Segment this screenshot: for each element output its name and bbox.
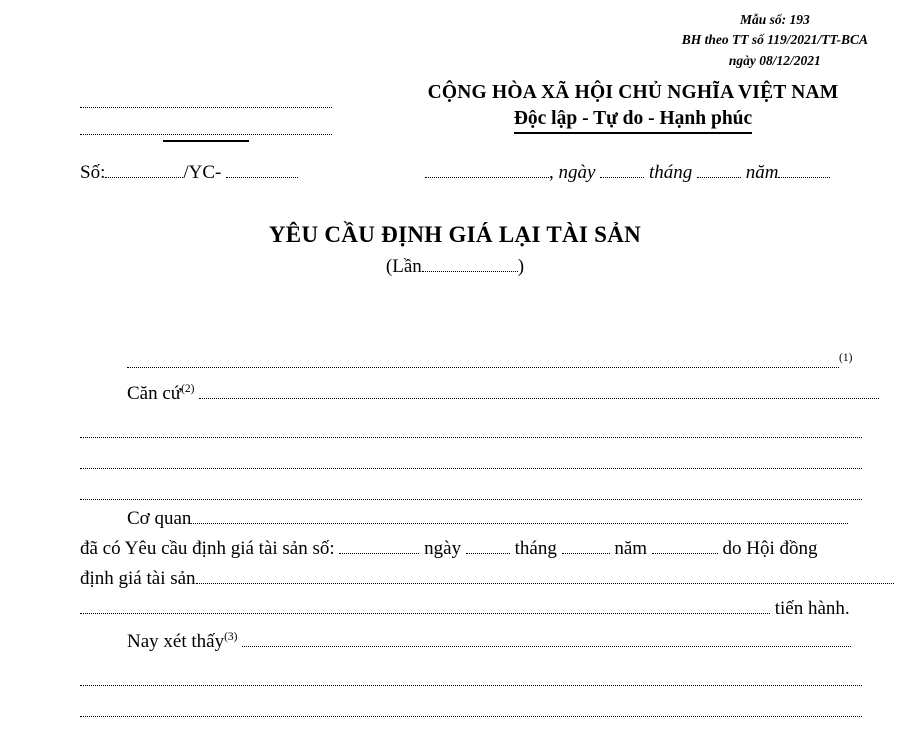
form-reference-line-2: BH theo TT số 119/2021/TT-BCA bbox=[681, 32, 868, 48]
date-line bbox=[425, 162, 830, 184]
occurrence-number-field[interactable] bbox=[422, 256, 518, 272]
document-number-label: Số: bbox=[80, 162, 106, 184]
can-cu-label: Căn cứ bbox=[127, 383, 182, 405]
date-comma: , bbox=[549, 162, 554, 184]
can-cu-field[interactable] bbox=[199, 383, 879, 399]
blank-line-4[interactable] bbox=[80, 685, 862, 686]
nay-xet-thay-field[interactable] bbox=[242, 631, 851, 647]
document-title: YÊU CẦU ĐỊNH GIÁ LẠI TÀI SẢN bbox=[268, 222, 642, 247]
request-month-field[interactable] bbox=[562, 538, 610, 554]
form-reference-line-1: Mẫu số: 193 bbox=[739, 12, 810, 27]
year-label: năm bbox=[745, 162, 779, 184]
country-name: CỘNG HÒA XÃ HỘI CHỦ NGHĨA VIỆT NAM bbox=[427, 82, 839, 103]
document-number-separator: /YC- bbox=[183, 162, 222, 184]
month-label: tháng bbox=[648, 162, 693, 184]
blank-line-5[interactable] bbox=[80, 716, 862, 717]
document-number-field[interactable] bbox=[105, 162, 183, 178]
national-heading bbox=[398, 82, 868, 134]
form-reference-block bbox=[682, 10, 868, 71]
document-number-suffix-field[interactable] bbox=[226, 162, 298, 178]
tien-hanh-label: tiến hành. bbox=[774, 598, 850, 620]
body-line-co-quan bbox=[127, 508, 848, 530]
request-year-field[interactable] bbox=[652, 538, 718, 554]
year-field[interactable] bbox=[778, 162, 830, 178]
body-line-nay-xet-thay bbox=[127, 631, 851, 653]
request-number-field[interactable] bbox=[339, 538, 419, 554]
footnote-marker-3: (3) bbox=[224, 630, 238, 643]
blank-line-2[interactable] bbox=[80, 468, 862, 469]
month-field[interactable] bbox=[697, 162, 741, 178]
body-line-tien-hanh bbox=[80, 598, 850, 620]
footnote-marker-2: (2) bbox=[181, 382, 195, 395]
body-line-da-co-yeu-cau bbox=[80, 538, 818, 560]
co-quan-label: Cơ quan bbox=[127, 508, 192, 530]
day-label: ngày bbox=[558, 162, 596, 184]
thang-label: tháng bbox=[514, 538, 557, 560]
document-subtitle bbox=[0, 256, 910, 278]
day-field[interactable] bbox=[600, 162, 644, 178]
national-motto: Độc lập - Tự do - Hạnh phúc bbox=[514, 108, 752, 134]
subtitle-close: ) bbox=[517, 256, 525, 278]
dinh-gia-tai-san-field[interactable] bbox=[196, 568, 894, 584]
blank-line-3[interactable] bbox=[80, 499, 862, 500]
form-reference-line-3: ngày 08/12/2021 bbox=[728, 52, 821, 68]
tien-hanh-field[interactable] bbox=[80, 598, 770, 614]
da-co-label: đã có Yêu cầu định giá tài sản số: bbox=[80, 538, 335, 560]
co-quan-field[interactable] bbox=[191, 508, 848, 524]
footnote-marker-1: (1) bbox=[839, 351, 853, 364]
place-field[interactable] bbox=[425, 162, 549, 178]
issuing-authority-line-1[interactable] bbox=[80, 88, 332, 108]
dinh-gia-tai-san-label: định giá tài sản bbox=[80, 568, 196, 590]
nam-label: năm bbox=[614, 538, 648, 560]
body-line-1-field[interactable] bbox=[127, 352, 839, 368]
blank-line-1[interactable] bbox=[80, 437, 862, 438]
ngay-label: ngày bbox=[424, 538, 462, 560]
do-hoi-dong-label: do Hội đồng bbox=[722, 538, 818, 560]
issuing-authority-block bbox=[80, 88, 332, 142]
body-line-can-cu bbox=[127, 383, 879, 405]
body-line-note-1 bbox=[127, 352, 852, 374]
issuing-authority-rule bbox=[163, 140, 249, 142]
document-number-line bbox=[80, 162, 298, 184]
body-line-dinh-gia-tai-san bbox=[80, 568, 894, 590]
nay-xet-thay-label: Nay xét thấy bbox=[127, 631, 225, 653]
national-motto-wrapper bbox=[398, 108, 868, 134]
request-day-field[interactable] bbox=[466, 538, 510, 554]
subtitle-open: (Lần bbox=[385, 256, 422, 278]
issuing-authority-line-2[interactable] bbox=[80, 115, 332, 135]
